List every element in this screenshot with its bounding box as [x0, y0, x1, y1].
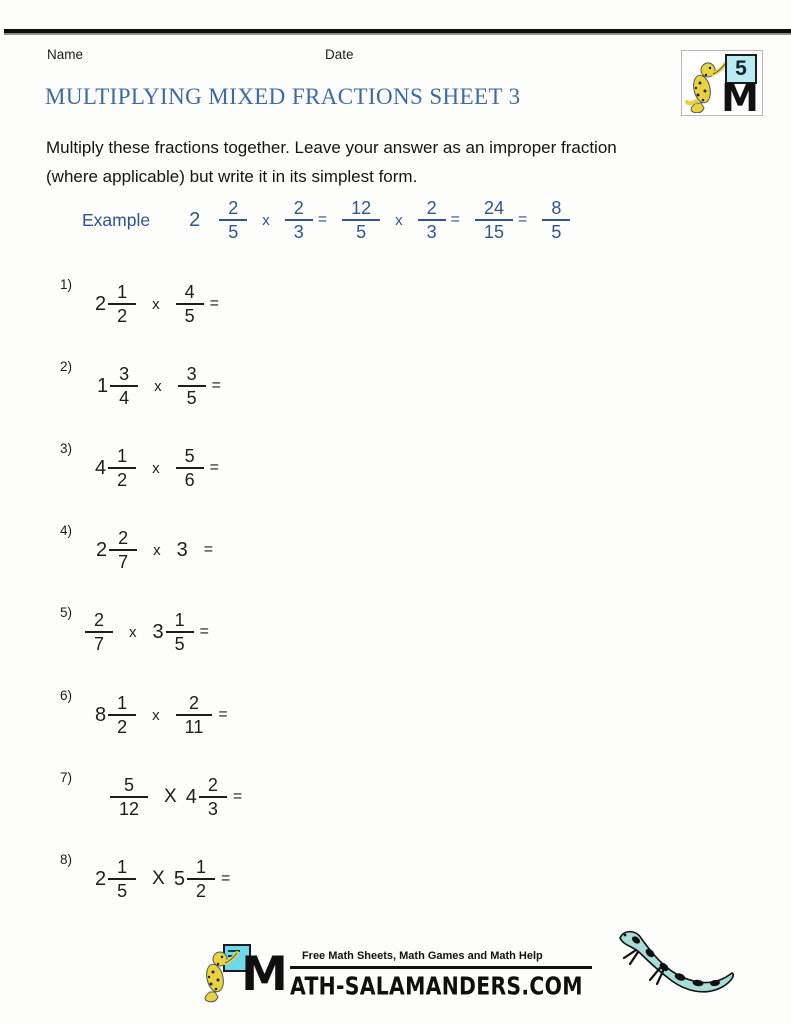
fraction-numerator: 2: [118, 527, 129, 548]
fraction-bar: [178, 385, 206, 387]
instructions-text: [46, 133, 617, 191]
multiply-sign: x: [262, 211, 270, 229]
mixed-number: [95, 857, 136, 901]
fraction: [219, 198, 247, 242]
problem-number: 5): [60, 605, 73, 620]
fraction-numerator: 3: [186, 363, 197, 384]
fraction: [475, 198, 513, 242]
fraction-numerator: 2: [293, 197, 304, 218]
problem-expression: [85, 604, 209, 660]
fraction-numerator: 12: [351, 197, 372, 218]
fraction-numerator: 5: [184, 445, 195, 466]
fraction-numerator: 5: [124, 774, 135, 795]
whole-number: 3: [176, 538, 188, 561]
fraction-numerator: 1: [117, 281, 128, 302]
problem-row: [0, 687, 791, 743]
example-row: [82, 192, 570, 248]
fraction: [176, 282, 204, 326]
fraction-numerator: 2: [188, 692, 199, 713]
multiply-sign: X: [164, 786, 177, 807]
problem-number: 8): [60, 852, 73, 867]
fraction-bar: [187, 878, 215, 880]
problem-number: 4): [60, 523, 73, 538]
multiply-sign: x: [154, 377, 162, 395]
equals-sign: =: [211, 377, 221, 394]
multiply-sign: X: [152, 868, 165, 889]
fraction-denominator: 5: [184, 306, 195, 326]
problem-number: 6): [60, 688, 73, 703]
level-number: 5: [735, 57, 747, 80]
equals-sign: =: [218, 706, 228, 723]
fraction-denominator: 15: [483, 222, 505, 242]
fraction-bar: [542, 219, 570, 221]
mixed-number: [174, 857, 215, 901]
fraction-numerator: 1: [117, 856, 128, 877]
fraction: [85, 610, 113, 654]
fraction-bar: [108, 303, 136, 305]
name-field-label: Name: [47, 47, 84, 62]
fraction-denominator: 5: [117, 881, 128, 901]
fraction-bar: [108, 467, 136, 469]
multiply-sign: x: [153, 541, 161, 559]
fraction: [110, 775, 148, 819]
fraction-denominator: 2: [195, 881, 206, 901]
multiply-sign: x: [152, 295, 160, 313]
mixed-whole-number: 4: [95, 456, 107, 479]
problem-row: [0, 769, 791, 825]
problem-row: [0, 358, 791, 414]
fraction-bar: [109, 549, 137, 551]
problem-expression: [95, 851, 230, 907]
problem-expression: [95, 440, 219, 496]
footer-tagline: Free Math Sheets, Math Games and Math Help: [290, 950, 592, 969]
fraction-denominator: 3: [293, 222, 304, 242]
fraction-denominator: 7: [118, 552, 129, 572]
mixed-whole-number: 2: [95, 867, 107, 890]
problem-expression: [97, 358, 221, 414]
problem-row: [0, 276, 791, 332]
problem-expression: [96, 522, 213, 578]
mixed-number: [95, 282, 136, 326]
fraction: [108, 446, 136, 490]
fraction: [108, 857, 136, 901]
brand-logo-box: [681, 50, 763, 120]
fraction-bar: [285, 219, 313, 221]
fraction-denominator: 11: [184, 717, 204, 737]
problem-row: [0, 851, 791, 907]
fraction-denominator: 5: [174, 634, 185, 654]
mixed-whole-number: 4: [185, 785, 197, 808]
fraction: [176, 446, 204, 490]
problem-row: [0, 440, 791, 496]
mixed-whole-number: 3: [152, 620, 164, 643]
fraction-numerator: 1: [117, 692, 128, 713]
fraction-numerator: 3: [119, 363, 130, 384]
fraction-denominator: 2: [117, 717, 128, 737]
fraction-denominator: 5: [186, 388, 197, 408]
mixed-whole-number: 8: [95, 703, 107, 726]
mixed-number: [95, 693, 136, 737]
fraction-bar: [176, 303, 204, 305]
fraction: [542, 198, 570, 242]
problem-number: 3): [60, 441, 73, 456]
problem-number: 1): [60, 277, 73, 292]
fraction-bar: [108, 714, 136, 716]
fraction: [418, 198, 446, 242]
fraction: [109, 528, 137, 572]
equals-sign: =: [450, 211, 460, 228]
fraction-denominator: 3: [207, 799, 218, 819]
problem-expression: [95, 687, 228, 743]
fraction-numerator: 1: [195, 856, 206, 877]
multiply-sign: x: [395, 211, 403, 229]
mixed-whole-number: 1: [97, 374, 109, 397]
equals-sign: =: [220, 870, 231, 887]
fraction-bar: [199, 796, 227, 798]
fraction-bar: [219, 219, 247, 221]
multiply-sign: x: [152, 459, 160, 477]
fraction-numerator: 2: [94, 609, 105, 630]
problem-expression: [95, 276, 219, 332]
footer-text-column: [289, 936, 592, 1001]
multiply-sign: x: [129, 623, 137, 641]
equals-sign: =: [209, 459, 219, 476]
problem-number: 7): [60, 770, 73, 785]
fraction-bar: [342, 219, 380, 221]
instructions-line-2: (where applicable) but write it in its simplest form.: [46, 167, 418, 186]
fraction-bar: [176, 467, 204, 469]
fraction: [342, 198, 380, 242]
top-divider-rule: [4, 29, 791, 35]
fraction-bar: [85, 631, 113, 633]
equals-sign: =: [317, 211, 328, 228]
fraction: [110, 364, 138, 408]
equals-sign: =: [232, 788, 243, 805]
fraction-bar: [110, 385, 138, 387]
whole-number: 2: [189, 208, 201, 231]
fraction-bar: [418, 219, 446, 221]
mixed-number: [97, 364, 138, 408]
equals-sign: =: [199, 623, 209, 640]
fraction-bar: [475, 219, 513, 221]
mixed-whole-number: 5: [173, 867, 185, 890]
mixed-number: [153, 610, 194, 654]
fraction-denominator: 5: [356, 222, 367, 242]
mixed-number: [186, 775, 227, 819]
logo-m-letter: M: [721, 76, 759, 120]
problem-expression: [110, 769, 242, 825]
fraction-denominator: 5: [228, 222, 239, 242]
fraction: [176, 693, 213, 737]
fraction-numerator: 4: [184, 281, 195, 302]
instructions-line-1: Multiply these fractions together. Leave your answer as an improper fraction: [46, 138, 617, 157]
problem-row: [0, 522, 791, 578]
fraction: [285, 198, 313, 242]
fraction-denominator: 6: [184, 470, 195, 490]
fraction-denominator: 5: [551, 222, 562, 242]
fraction-denominator: 7: [94, 634, 105, 654]
fraction-numerator: 1: [117, 445, 128, 466]
bottom-salamander-icon: [602, 922, 752, 1014]
date-field-label: Date: [325, 47, 354, 62]
fraction: [187, 857, 215, 901]
fraction-denominator: 2: [117, 470, 128, 490]
mixed-number: [96, 528, 137, 572]
fraction: [199, 775, 227, 819]
fraction-denominator: 12: [119, 799, 140, 819]
equals-sign: =: [209, 295, 219, 312]
multiply-sign: x: [152, 706, 160, 724]
mixed-whole-number: 2: [95, 292, 107, 315]
fraction-bar: [176, 714, 213, 716]
fraction-denominator: 4: [119, 388, 130, 408]
fraction: [178, 364, 206, 408]
fraction-numerator: 1: [174, 609, 185, 630]
example-label: Example: [82, 209, 151, 230]
fraction-numerator: 2: [207, 774, 218, 795]
problem-row: [0, 604, 791, 660]
fraction-denominator: 3: [426, 222, 437, 242]
footer-brand-name: ATH-SALAMANDERS.COM: [289, 972, 583, 1001]
equals-sign: =: [518, 211, 528, 228]
equals-sign: =: [203, 541, 214, 558]
fraction-numerator: 2: [228, 197, 239, 218]
fraction-numerator: 8: [551, 197, 562, 218]
fraction: [108, 282, 136, 326]
fraction-bar: [108, 878, 136, 880]
fraction-numerator: 2: [426, 197, 437, 218]
fraction-denominator: 2: [117, 306, 128, 326]
footer-m-letter: M: [241, 947, 288, 1002]
mixed-number: [95, 446, 136, 490]
mixed-whole-number: 2: [96, 538, 108, 561]
fraction-numerator: 24: [483, 197, 505, 218]
fraction: [108, 693, 136, 737]
fraction-bar: [166, 631, 194, 633]
fraction: [166, 610, 194, 654]
fraction-bar: [110, 796, 148, 798]
problem-number: 2): [60, 359, 73, 374]
page-title: MULTIPLYING MIXED FRACTIONS SHEET 3: [45, 84, 521, 109]
